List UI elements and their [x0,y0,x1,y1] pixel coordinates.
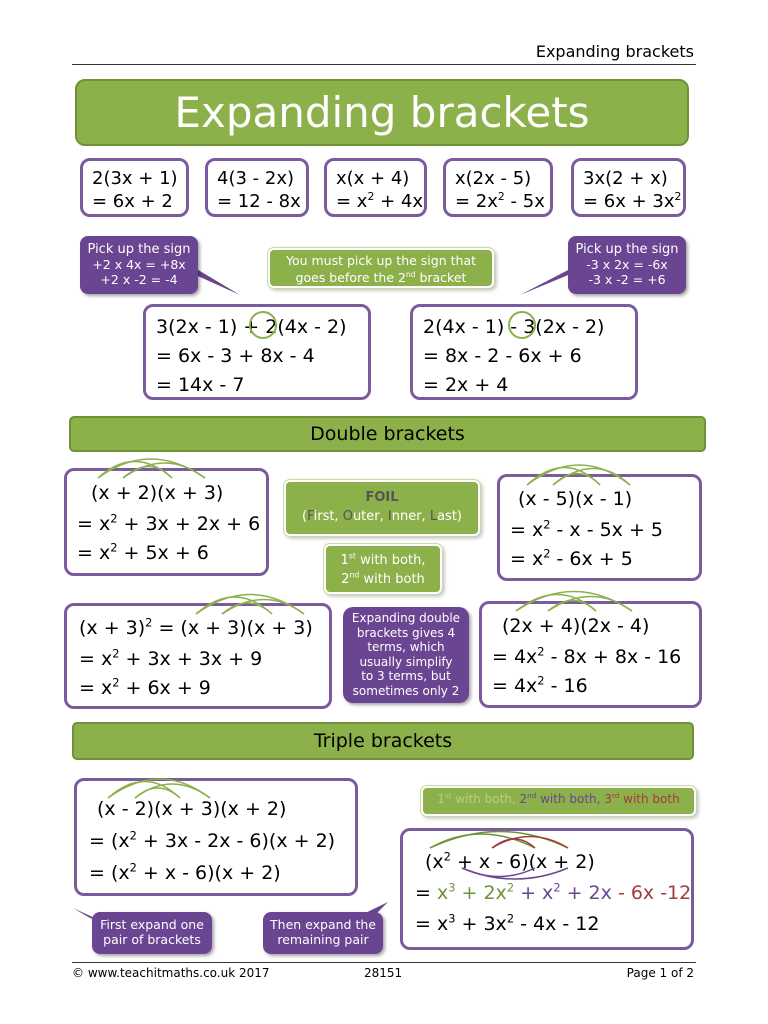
first-both-line2: 2nd with both [341,570,425,587]
double-4-line1: (2x + 4)(2x - 4) [502,615,650,637]
simple-example-1-line1: 2(3x + 1) [92,168,178,189]
double-note-line1: Expanding double [351,611,461,625]
double-1-line1: (x + 2)(x + 3) [91,482,224,504]
simple-example-5-line2: = $6x + 3x^2$ [583,190,682,212]
double-note-line2: brackets gives 4 [356,625,456,640]
double-3-line1: $(x + 3)^2 = (x + 3)(x + 3)$ [79,615,313,639]
double-2-line2: = $x^2 - x - 5x + 5$ [510,517,664,541]
sign-example-left-line2: = 6x - 3 + 8x - 4 [156,345,315,367]
triple-note-first: 1st with both, [437,791,520,806]
simple-example-2-line1: 4(3 - 2x) [217,168,294,189]
foil-text: (First, Outer, Inner, Last) [301,509,462,524]
simple-example-1-line2: = 6x + 2 [92,191,173,212]
callout-bottom-left-line2: pair of brackets [103,932,201,947]
sign-example-right-line2: = 8x - 2 - 6x + 6 [423,345,582,367]
sign-example-left-line3: = 14x - 7 [156,374,245,396]
simple-example-3-line1: x(x + 4) [336,168,410,189]
callout-left-line1: Pick up the sign [87,242,191,257]
callout-left-line3: +2 x -2 = -4 [100,272,178,287]
double-3-line3: = $x^2 + 6x + 9$ [79,675,211,699]
triple-note-second: 2nd with both, [519,791,605,806]
callout-right-line2: -3 x 2x = -6x [586,257,668,272]
sign-example-left-line1: 3(2x - 1) + 2(4x - 2) [156,316,347,338]
triple-left-line2: = $(x^2 + 3x - 2x - 6)(x + 2)$ [89,828,336,852]
double-note-line5: to 3 terms, but [361,669,451,683]
double-2-line1: (x - 5)(x - 1) [518,488,633,510]
first-both-line1: 1st with both, [340,551,426,568]
double-1-line3: = $x^2 + 5x + 6$ [77,540,209,564]
footer-code: 28151 [364,966,403,980]
arc-r-green2 [430,832,568,849]
triple-right-line2: = $x^3 + 2x^2 + x^2 + 2x - 6x$ -12 [415,880,692,904]
triple-left-line3: = $(x^2 + x - 6)(x + 2)$ [89,860,281,884]
double-brackets-bar: Double brackets [69,416,706,452]
double-note-line6: sometimes only 2 [352,683,460,698]
triple-note-third: 3rd with both [604,791,680,806]
foil-heading: FOIL [365,490,399,505]
callout-bottom-right-line1: Then expand the [270,917,376,932]
sign-example-right-line3: = 2x + 4 [423,374,509,396]
callout-right-line1: Pick up the sign [575,242,679,257]
double-2-line3: = $x^2 - 6x + 5$ [510,546,633,570]
page-title: Expanding brackets [75,79,689,146]
double-1-line2: = $x^2 + 3x + 2x + 6$ [77,511,261,535]
header-label: Expanding brackets [535,42,694,61]
footer-rule [72,962,696,963]
callout-right-line3: -3 x -2 = +6 [588,272,666,287]
arc-r-purple2 [462,868,568,879]
footer-page: Page 1 of 2 [626,966,694,980]
sign-note-line2: goes before the 2nd bracket [295,269,467,285]
triple-brackets-bar: Triple brackets [72,722,694,760]
simple-example-2-line2: = 12 - 8x [217,191,301,212]
sign-note-line1: You must pick up the sign that [285,253,476,268]
callout-bottom-right-line2: remaining pair [277,932,369,947]
callout-bottom-left-line1: First expand one [100,917,204,932]
double-4-line3: = $4x^2 - 16$ [492,673,588,697]
simple-example-5-line1: 3x(2 + x) [583,168,668,189]
arc-r-red1 [492,839,535,848]
double-note-line4: usually simplify [359,654,453,669]
triple-right-line1: $(x^2 + x - 6)(x + 2)$ [425,849,595,873]
triple-right-line3: = $x^3 + 3x^2 - 4x - 12$ [415,911,600,935]
footer-copyright: © www.teachitmaths.co.uk 2017 [72,966,270,980]
simple-example-3-line2: = $x^2 + 4x$ [336,190,423,212]
double-3-line2: = $x^2 + 3x + 3x + 9$ [79,646,263,670]
double-4-line2: = $4x^2 - 8x + 8x - 16$ [492,644,682,668]
double-note-line3: terms, which [367,640,445,654]
callout-bottom-right [263,912,383,954]
simple-example-4-line2: = $2x^2 - 5x$ [455,190,545,212]
simple-example-4-line1: x(2x - 5) [455,168,532,189]
callout-left-line2: +2 x 4x = +8x [92,257,186,272]
callout-bottom-left [92,912,212,954]
triple-left-line1: (x - 2)(x + 3)(x + 2) [97,798,287,820]
sign-example-right-line1: 2(4x - 1) - 3(2x - 2) [423,316,605,338]
